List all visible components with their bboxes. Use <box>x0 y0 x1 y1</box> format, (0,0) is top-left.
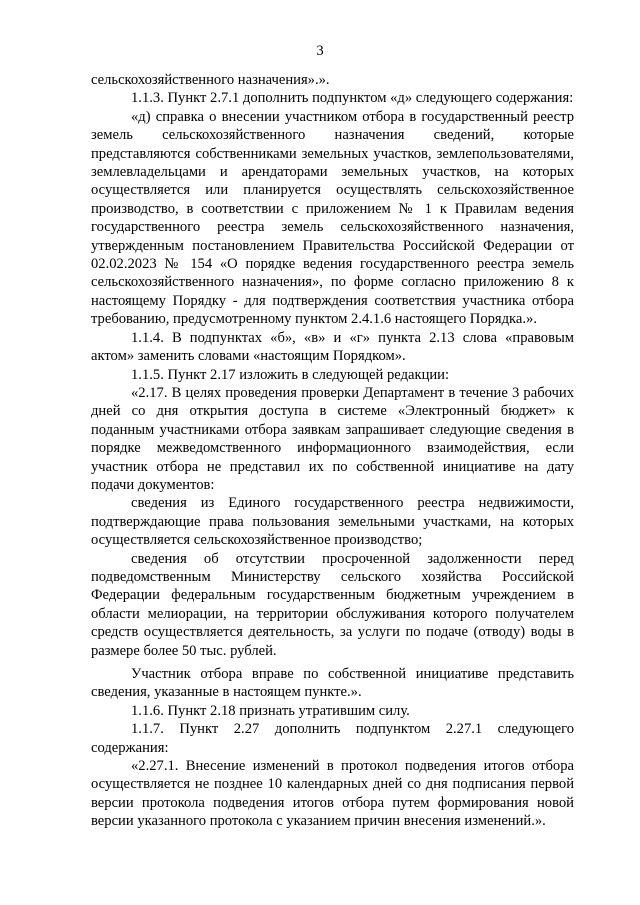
paragraph-1-1-3: 1.1.3. Пункт 2.7.1 дополнить подпунктом «д» следующего содержания: <box>131 90 574 107</box>
paragraph-1-1-7: 1.1.7. Пункт 2.27 дополнить подпунктом 2.27.1 следующего содержания: <box>91 721 574 756</box>
paragraph-subpoint-d: «д) справка о внесении участником отбора в государственный реестр земель сельскохозяйственного назначения сведений, которые представляются собственниками земельных участков, землепользователями, землевладельцами и арендаторами земельных участков, на которых осуществляется или планируется осуществлять сельскохозяйственное производство, в соответствии с приложением № 1 к Правилам ведения государственного реестра земель сельскохозяйственного назначения, утвержденным постановлением Правительства Российской Федерации от 02.02.2023 № 154 «О порядке ведения государственного реестра земель сельскохозяйственного назначения», по форме согласно приложению 8 к настоящему Порядку - для подтверждения соответствия участника отбора требованию, предусмотренному пунктом 2.4.1.6 настоящего Порядка.». <box>91 108 574 328</box>
paragraph-1-1-4: 1.1.4. В подпунктах «б», «в» и «г» пункта 2.13 слова «правовым актом» заменить словами «настоящим Порядком». <box>91 329 574 365</box>
paragraph-1-1-5: 1.1.5. Пункт 2.17 изложить в следующей редакции: <box>131 366 450 383</box>
paragraph-2-17: «2.17. В целях проведения проверки Департамент в течение 3 рабочих дней со дня открытия доступа в системе «Электронный бюджет» к поданным участниками отбора заявкам запрашивает следующие сведения в порядке межведомственного информационного взаимодействия, если участник отбора не представил их по собственной инициативе на дату подачи документов: <box>91 384 574 493</box>
paragraph-1-1-6: 1.1.6. Пункт 2.18 признать утратившим силу. <box>131 702 410 719</box>
paragraph-participant-right: Участник отбора вправе по собственной инициативе представить сведения, указанные в настоящем пункте.». <box>91 666 574 701</box>
page-number: 3 <box>316 43 324 59</box>
paragraph-continuation: сельскохозяйственного назначения».». <box>91 72 330 88</box>
paragraph-egrn-info: сведения из Единого государственного реестра недвижимости, подтверждающие права пользования земельными участками, на которых осуществляется сельскохозяйственное производство; <box>91 495 574 549</box>
paragraph-2-27-1: «2.27.1. Внесение изменений в протокол подведения итогов отбора осуществляется не позднее 10 календарных дней со дня подписания первой версии протокола подведения итогов отбора путем формирования новой версии указанного протокола с указанием причин внесения изменений.». <box>91 758 574 830</box>
paragraph-debt-info: сведения об отсутствии просроченной задолженности перед подведомственным Министерству сельского хозяйства Российской Федерации федеральным государственным бюджетным учреждением в области мелиорации, на территории обслуживания которого получателем средств осуществляется деятельность, за услуги по подаче (отводу) воды в размере более 50 тыс. рублей. <box>91 550 574 659</box>
document-body <box>91 71 574 831</box>
